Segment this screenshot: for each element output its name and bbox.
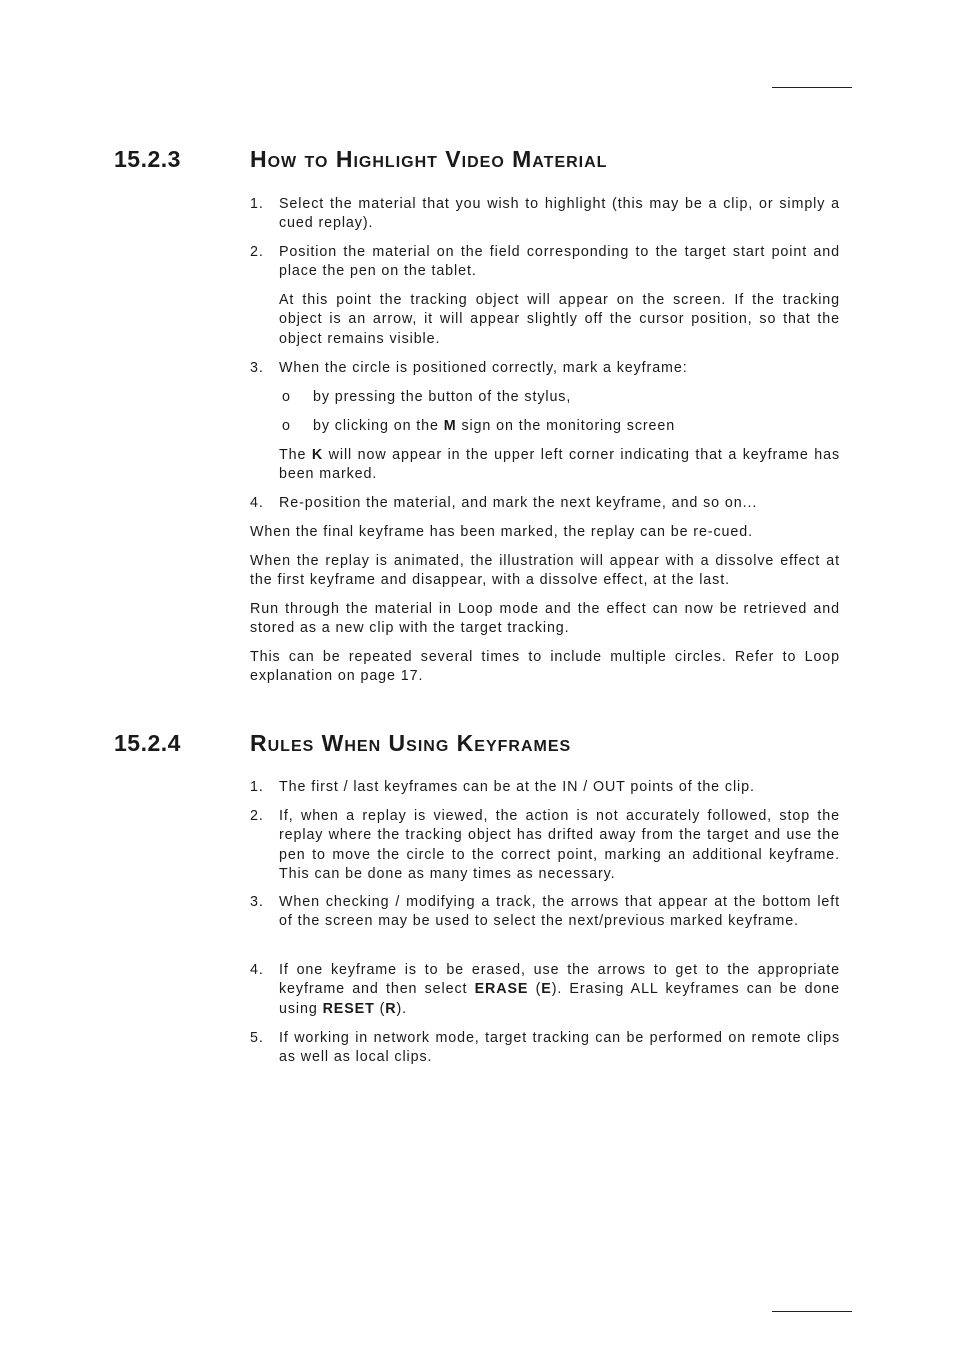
- rule-text: When checking / modifying a track, the arrows that appear at the bottom left of the screen may be used to select the next/previous marked keyframe.: [279, 894, 840, 930]
- step-text: Position the material on the field corresponding to the target start point and place the pen on the tablet.: [279, 244, 840, 280]
- monitor-sign-key: M: [443, 418, 457, 434]
- step-item: [250, 359, 840, 378]
- step-number: 3.: [250, 360, 264, 376]
- rule-number: 3.: [250, 894, 264, 910]
- bullet-item: [282, 388, 840, 407]
- body-paragraph: When the final keyframe has been marked, the replay can be re-cued.: [250, 524, 753, 540]
- section-number: 15.2.4: [114, 730, 181, 756]
- rule-number: 4.: [250, 962, 264, 978]
- rule-text: If, when a replay is viewed, the action is not accurately followed, stop the replay where the tracking object has drifted away from the target and use the pen to move the circle to the correct point, marking an additional keyframe. This can be done as many times as necessary.: [279, 808, 840, 882]
- rule-item: [250, 778, 840, 797]
- section-title: How to Highlight Video Material: [250, 146, 608, 172]
- rule-item: [250, 1029, 840, 1068]
- erase-command: ERASE: [474, 981, 529, 998]
- bullet-marker: o: [282, 418, 291, 434]
- step-item: [250, 243, 840, 282]
- rule-item: [250, 893, 840, 932]
- rule-number: 1.: [250, 779, 264, 795]
- body-paragraph: When the replay is animated, the illustration will appear with a dissolve effect at the first keyframe and disappear, with a dissolve effect, at the last.: [250, 553, 840, 589]
- step-number: 4.: [250, 495, 264, 511]
- rule-item: [250, 961, 840, 1019]
- footer-rule: [772, 1311, 852, 1312]
- rule-text: The first / last keyframes can be at the IN / OUT points of the clip.: [279, 779, 755, 795]
- section-title: Rules When Using Keyframes: [250, 730, 572, 756]
- step-item: [250, 494, 840, 513]
- bullet-marker: o: [282, 389, 291, 405]
- body-paragraph: This can be repeated several times to include multiple circles. Refer to Loop explanation on page 17.: [250, 649, 840, 685]
- header-rule: [772, 87, 852, 88]
- step-text: Select the material that you wish to highlight (this may be a clip, or simply a cued replay).: [279, 196, 840, 232]
- bullet-text: by pressing the button of the stylus,: [313, 389, 572, 405]
- step-note: The K will now appear in the upper left corner indicating that a keyframe has been marked.: [279, 447, 841, 483]
- reset-command: RESET: [322, 1000, 375, 1017]
- rule-text: If one keyframe is to be erased, use the arrows to get to the appropriate keyframe and then select ERASE (E). Erasing ALL keyframes can be done using RESET (R).: [279, 962, 841, 1017]
- section-number: 15.2.3: [114, 146, 181, 172]
- step-note: At this point the tracking object will appear on the screen. If the tracking object is an arrow, it will appear slightly off the cursor position, so that the object remains visible.: [279, 292, 840, 347]
- step-number: 1.: [250, 196, 264, 212]
- bullet-item: [282, 417, 840, 436]
- step-number: 2.: [250, 244, 264, 260]
- bullet-text: by clicking on the M sign on the monitoring screen: [313, 418, 676, 434]
- rule-text: If working in network mode, target tracking can be performed on remote clips as well as local clips.: [279, 1030, 840, 1066]
- rule-number: 2.: [250, 808, 264, 824]
- step-text: Re-position the material, and mark the next keyframe, and so on...: [279, 495, 758, 511]
- rule-number: 5.: [250, 1030, 264, 1046]
- erase-shortcut: E: [541, 981, 552, 998]
- step-text: When the circle is positioned correctly, mark a keyframe:: [279, 360, 688, 376]
- step-item: [250, 195, 840, 234]
- reset-shortcut: R: [385, 1000, 397, 1017]
- body-paragraph: Run through the material in Loop mode and the effect can now be retrieved and stored as a new clip with the target tracking.: [250, 601, 840, 637]
- rule-item: [250, 807, 840, 884]
- keyframe-indicator: K: [311, 447, 324, 463]
